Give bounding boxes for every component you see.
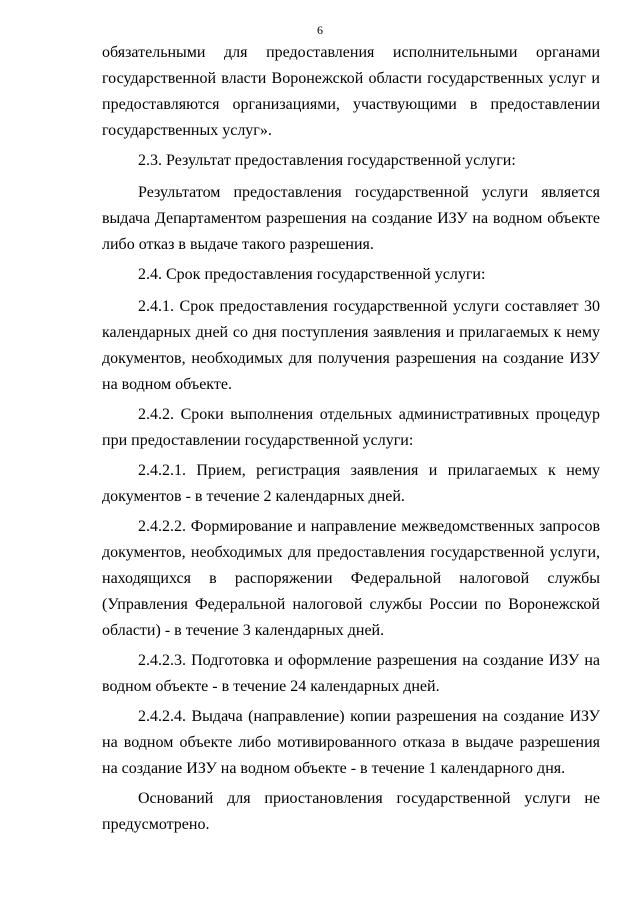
document-body [102, 40, 600, 842]
page-number: 6 [317, 23, 323, 37]
paragraph-2-4-2-2: 2.4.2.2. Формирование и направление межведомственных запросов документов, необходимых для предоставления государственной услуги, находящихся в распоряжении Федеральной налоговой службы (Управления Федеральной налоговой службы России по Воронежской области) - в течение 3 календарных дней. [102, 518, 600, 639]
section-heading-2-3: 2.3. Результат предоставления государственной услуги: [138, 152, 516, 169]
paragraph-continuation: обязательными для предоставления исполнительными органами государственной власти Воронежской области государственных услуг и предоставляются организациями, участвующими в предоставлении государственных услуг». [102, 44, 600, 139]
paragraph-2-4-2-3: 2.4.2.3. Подготовка и оформление разрешения на создание ИЗУ на водном объекте - в течение 24 календарных дней. [102, 652, 600, 695]
paragraph-service-result: Результатом предоставления государственной услуги является выдача Департаментом разрешения на создание ИЗУ на водном объекте либо отказ в выдаче такого разрешения. [102, 184, 600, 253]
paragraph-2-4-2-4: 2.4.2.4. Выдача (направление) копии разрешения на создание ИЗУ на водном объекте либо мотивированного отказа в выдаче разрешения на создание ИЗУ на водном объекте - в течение 1 календарного дня. [102, 708, 600, 777]
paragraph-2-4-2-1: 2.4.2.1. Прием, регистрация заявления и прилагаемых к нему документов - в течение 2 календарных дней. [102, 462, 600, 505]
paragraph-2-4-1: 2.4.1. Срок предоставления государственной услуги составляет 30 календарных дней со дня поступления заявления и прилагаемых к нему документов, необходимых для получения разрешения на создание ИЗУ на водном объекте. [102, 298, 600, 393]
paragraph-no-suspension: Оснований для приостановления государственной услуги не предусмотрено. [102, 790, 600, 833]
section-heading-2-4: 2.4. Срок предоставления государственной услуги: [138, 266, 486, 283]
paragraph-2-4-2: 2.4.2. Сроки выполнения отдельных административных процедур при предоставлении государственной услуги: [102, 406, 600, 449]
